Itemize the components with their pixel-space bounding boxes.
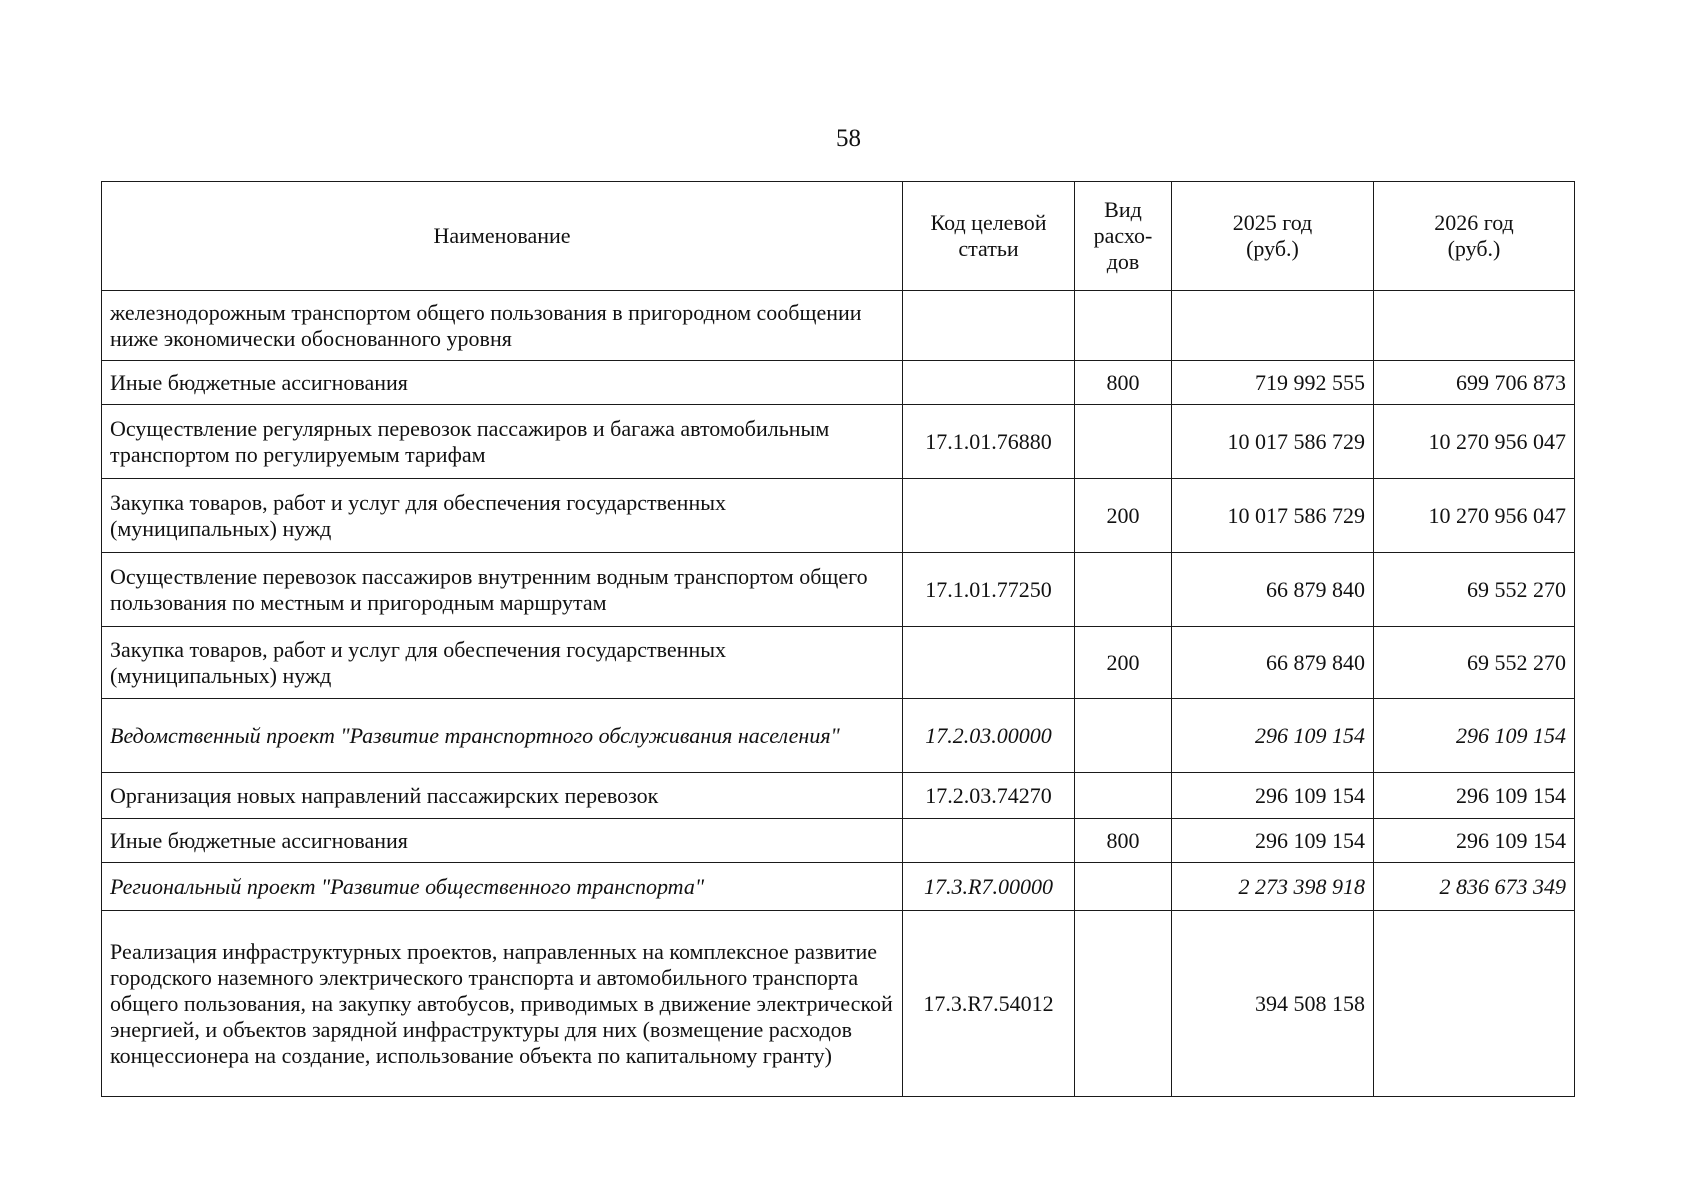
row-name: Закупка товаров, работ и услуг для обеспечения государственных (муниципальных) нужд (102, 627, 903, 699)
row-name: Закупка товаров, работ и услуг для обеспечения государственных (муниципальных) нужд (102, 479, 903, 553)
row-value-2026: 69 552 270 (1374, 553, 1575, 627)
row-name: Организация новых направлений пассажирских перевозок (102, 773, 903, 819)
table-row (102, 553, 1575, 627)
row-value-2025: 296 109 154 (1172, 773, 1374, 819)
header-kind-line1: Вид (1104, 197, 1142, 222)
row-value-2026 (1374, 911, 1575, 1097)
row-value-2025: 66 879 840 (1172, 627, 1374, 699)
table-row (102, 911, 1575, 1097)
header-kind-line2: расхо- (1093, 223, 1153, 248)
row-value-2026: 10 270 956 047 (1374, 479, 1575, 553)
header-2025-line1: 2025 год (1232, 210, 1313, 235)
row-value-2025: 10 017 586 729 (1172, 479, 1374, 553)
row-value-2026 (1374, 291, 1575, 361)
row-code (903, 291, 1075, 361)
row-value-2026: 69 552 270 (1374, 627, 1575, 699)
row-name: Реализация инфраструктурных проектов, направленных на комплексное развитие городского наземного электрического транспорта и автомобильного транспорта общего пользования, на закупку автобусов, приводимых в движение электрической энергией, и объектов зарядной инфраструктуры для них (возмещение расходов концессионера на создание, использование объекта по капитальному гранту) (102, 911, 903, 1097)
row-value-2026: 296 109 154 (1374, 819, 1575, 863)
row-kind (1075, 699, 1172, 773)
row-value-2025: 2 273 398 918 (1172, 863, 1374, 911)
row-code: 17.1.01.76880 (903, 405, 1075, 479)
table-row-project (102, 699, 1575, 773)
header-kind-line3: дов (1106, 249, 1140, 274)
row-name: Ведомственный проект "Развитие транспортного обслуживания населения" (102, 699, 903, 773)
table-row (102, 291, 1575, 361)
row-kind (1075, 911, 1172, 1097)
row-kind (1075, 553, 1172, 627)
row-value-2025 (1172, 291, 1374, 361)
table-row (102, 405, 1575, 479)
row-value-2026: 296 109 154 (1374, 773, 1575, 819)
row-value-2025: 296 109 154 (1172, 699, 1374, 773)
row-kind (1075, 291, 1172, 361)
row-code: 17.2.03.00000 (903, 699, 1075, 773)
table-row-project (102, 863, 1575, 911)
row-code: 17.3.R7.54012 (903, 911, 1075, 1097)
table-row (102, 627, 1575, 699)
header-2026-line1: 2026 год (1434, 210, 1514, 235)
table-row (102, 773, 1575, 819)
row-name: Осуществление регулярных перевозок пассажиров и багажа автомобильным транспортом по регулируемым тарифам (102, 405, 903, 479)
row-code: 17.1.01.77250 (903, 553, 1075, 627)
table-row (102, 819, 1575, 863)
header-name-label: Наименование (433, 223, 571, 248)
row-name: Иные бюджетные ассигнования (102, 361, 903, 405)
row-value-2026: 10 270 956 047 (1374, 405, 1575, 479)
row-code: 17.2.03.74270 (903, 773, 1075, 819)
row-value-2025: 10 017 586 729 (1172, 405, 1374, 479)
table-header-row (102, 182, 1575, 291)
header-2025-line2: (руб.) (1246, 236, 1299, 261)
header-expense-kind (1075, 182, 1172, 291)
page-number: 58 (836, 125, 861, 152)
row-name: Иные бюджетные ассигнования (102, 819, 903, 863)
row-code: 17.3.R7.00000 (903, 863, 1075, 911)
header-year-2026 (1374, 182, 1575, 291)
header-year-2025 (1172, 182, 1374, 291)
table-row (102, 479, 1575, 553)
row-kind: 800 (1075, 361, 1172, 405)
row-code (903, 819, 1075, 863)
row-value-2025: 394 508 158 (1172, 911, 1374, 1097)
row-value-2025: 66 879 840 (1172, 553, 1374, 627)
row-code (903, 479, 1075, 553)
header-code-line1: Код целевой (930, 210, 1047, 235)
row-value-2025: 296 109 154 (1172, 819, 1374, 863)
row-kind (1075, 773, 1172, 819)
row-kind: 200 (1075, 627, 1172, 699)
row-value-2026: 699 706 873 (1374, 361, 1575, 405)
header-code-line2: статьи (958, 236, 1019, 261)
table-row (102, 361, 1575, 405)
row-value-2026: 2 836 673 349 (1374, 863, 1575, 911)
row-name: железнодорожным транспортом общего пользования в пригородном сообщении ниже экономически обоснованного уровня (102, 291, 903, 361)
budget-table (101, 181, 1575, 1097)
row-kind (1075, 405, 1172, 479)
row-kind: 800 (1075, 819, 1172, 863)
header-2026-line2: (руб.) (1447, 236, 1501, 261)
row-name: Региональный проект "Развитие общественного транспорта" (102, 863, 903, 911)
row-kind: 200 (1075, 479, 1172, 553)
row-value-2026: 296 109 154 (1374, 699, 1575, 773)
header-target-code (903, 182, 1075, 291)
row-code (903, 627, 1075, 699)
row-name: Осуществление перевозок пассажиров внутренним водным транспортом общего пользования по местным и пригородным маршрутам (102, 553, 903, 627)
header-name (102, 182, 903, 291)
row-code (903, 361, 1075, 405)
row-value-2025: 719 992 555 (1172, 361, 1374, 405)
row-kind (1075, 863, 1172, 911)
